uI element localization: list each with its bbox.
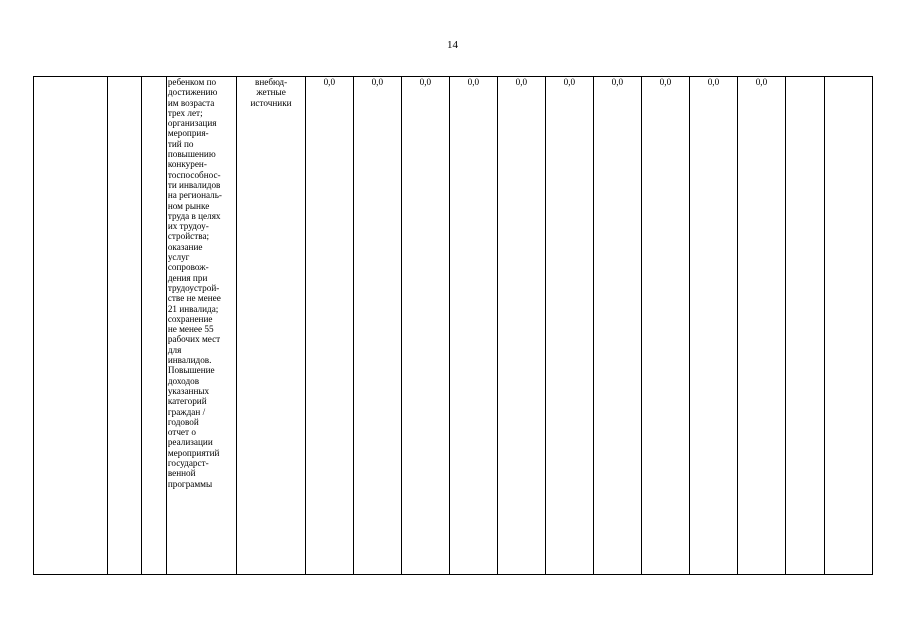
cell-empty — [785, 77, 824, 575]
cell-empty — [824, 77, 872, 575]
cell-number — [34, 77, 108, 575]
cell-subcode — [142, 77, 167, 575]
description-line: стве не менее — [167, 293, 221, 304]
description-line: государст- — [167, 457, 209, 468]
description-line: инвалидов. — [167, 355, 212, 366]
description-line: тоспособнос- — [167, 169, 221, 180]
description-line: граждан / — [167, 406, 206, 417]
description-line: им возраста — [167, 97, 215, 108]
description-line: трудоустрой- — [167, 282, 220, 293]
source-line: источники — [250, 97, 292, 108]
cell-value: 0,0 — [689, 77, 737, 575]
description-line: категорий — [167, 396, 207, 407]
cell-value: 0,0 — [737, 77, 785, 575]
description-line: венной — [167, 468, 196, 479]
description-line: ти инвалидов — [167, 179, 221, 190]
budget-table — [33, 76, 873, 575]
description-line: стройства; — [167, 231, 210, 242]
description-line: Повышение — [167, 365, 215, 376]
cell-value: 0,0 — [305, 77, 353, 575]
source-line: жетные — [256, 87, 286, 98]
description-line: доходов — [167, 375, 200, 386]
description-line: конкурен- — [167, 159, 207, 170]
cell-value: 0,0 — [545, 77, 593, 575]
description-line: тий по — [167, 138, 194, 149]
description-line: мероприятий — [167, 447, 220, 458]
description-line: годовой — [167, 416, 199, 427]
description-line: указанных — [167, 385, 210, 396]
cell-description — [166, 77, 237, 575]
cell-code — [107, 77, 142, 575]
description-line: услуг — [167, 252, 190, 263]
description-line: организация — [167, 118, 217, 129]
cell-value: 0,0 — [593, 77, 641, 575]
description-line: рабочих мест — [167, 334, 221, 345]
description-line: мероприя- — [167, 128, 209, 139]
description-line: для — [167, 344, 182, 355]
description-line: сопровож- — [167, 262, 209, 273]
table-row — [34, 77, 873, 575]
description-line: 21 инвалида; — [167, 303, 219, 314]
cell-value: 0,0 — [497, 77, 545, 575]
description-line: дения при — [167, 272, 208, 283]
description-line: повышению — [167, 149, 216, 160]
description-line: оказание — [167, 241, 203, 252]
description-line: программы — [167, 478, 213, 489]
description-line: не менее 55 — [167, 324, 214, 335]
description-line: их трудоу- — [167, 221, 209, 232]
cell-value: 0,0 — [401, 77, 449, 575]
cell-value: 0,0 — [353, 77, 401, 575]
description-line: отчет о — [167, 427, 196, 438]
description-line: ном рынке — [167, 200, 210, 211]
description-line: на региональ- — [167, 190, 222, 201]
cell-value: 0,0 — [449, 77, 497, 575]
description-line: сохранение — [167, 313, 213, 324]
source-line: внебюд- — [254, 77, 288, 87]
cell-funding-source — [237, 77, 305, 575]
description-line: достижению — [167, 87, 218, 98]
cell-value: 0,0 — [641, 77, 689, 575]
description-line: реализации — [167, 437, 213, 448]
page-number: 14 — [447, 39, 458, 51]
description-line: ребенком по — [167, 77, 217, 87]
description-line: трех лет; — [167, 107, 203, 118]
description-line: труда в целях — [167, 210, 221, 221]
